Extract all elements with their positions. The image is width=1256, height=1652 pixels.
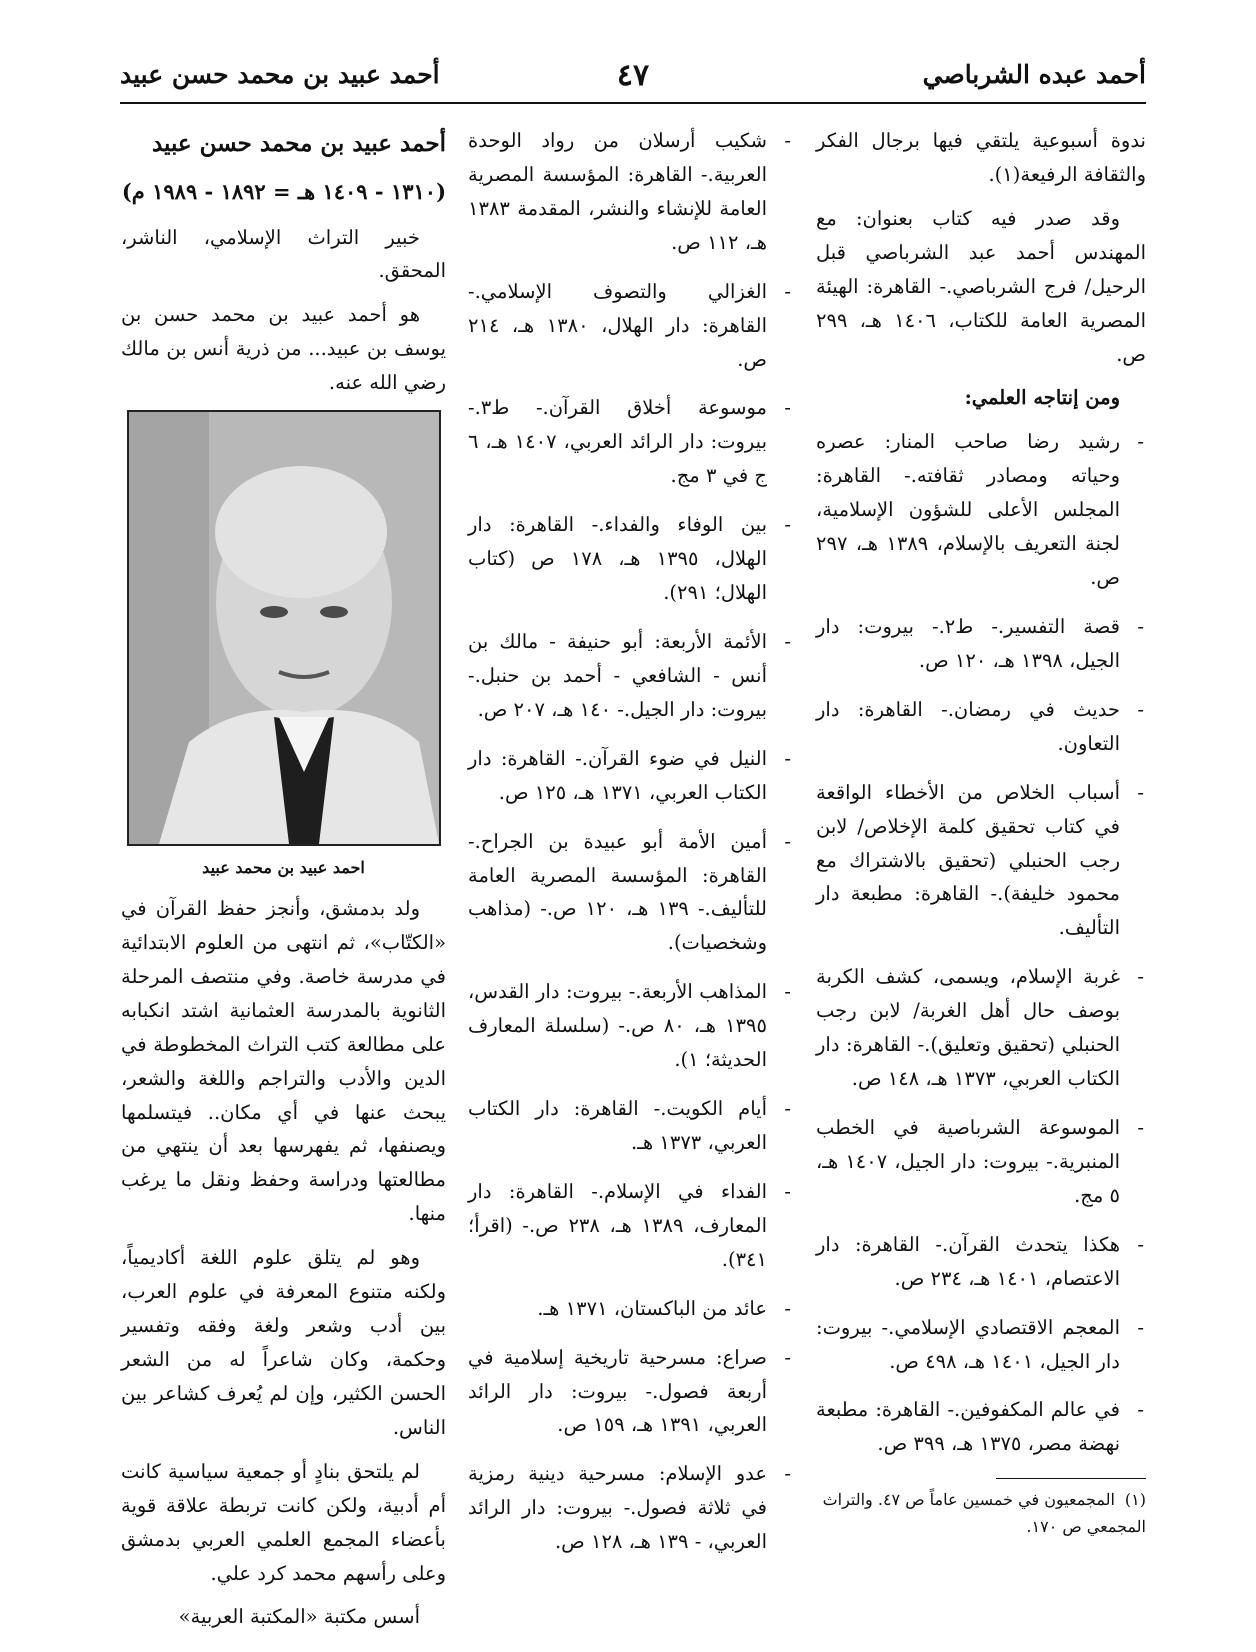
book-note-paragraph: وقد صدر فيه كتاب بعنوان: مع المهندس أحمد عبد الشرباصي قبل الرحيل/ فرج الشرباصي.- القاهرة: الهيئة المصرية العامة للكتاب، ١٤٠٦ هـ، ٢٩٩ ص. [816,206,1147,366]
list-item: - النيل في ضوء القرآن.- القاهرة: دار الكتاب العربي، ١٣٧١ هـ، ١٢٥ ص. [468,742,793,810]
column-left [121,124,446,1644]
list-item: - المعجم الاقتصادي الإسلامي.- بيروت: دار الجيل، ١٤٠١ هـ، ٤٩٨ ص. [816,1311,1146,1379]
footnote [816,1486,1146,1540]
list-item: - قصة التفسير.- ط٢.- بيروت: دار الجيل، ١٣٩٨ هـ، ١٢٠ ص. [816,610,1146,678]
biography-paragraph: أسس مكتبة «المكتبة العربية» [178,1605,420,1629]
biography-title: أحمد عبيد بن محمد حسن عبيد [151,130,446,157]
page-number: ٤٧ [616,58,650,93]
list-item: - الأئمة الأربعة: أبو حنيفة - مالك بن أنس - الشافعي - أحمد بن حنبل.- بيروت: دار الجيل.- ١٤٠ هـ، ٢٠٧ ص. [468,625,793,727]
list-item: - المذاهب الأربعة.- بيروت: دار القدس، ١٣٩٥ هـ، ٨٠ ص.- (سلسلة المعارف الحديثة؛ ١). [468,975,793,1077]
list-item: - أسباب الخلاص من الأخطاء الواقعة في كتاب تحقيق كلمة الإخلاص/ لابن رجب الحنبلي (تحقيق بالاشتراك مع محمود خليفة).- القاهرة: مطبعة دار التأليف. [816,776,1146,946]
works-list-middle [468,124,793,1559]
footnote-text: المجمعيون في خمسين عاماً ص ٤٧. والتراث المجمعي ص ١٧٠. [822,1490,1146,1537]
biography-dates: (١٣١٠ - ١٤٠٩ هـ = ١٨٩٢ - ١٩٨٩ م) [121,179,446,205]
list-item: - صراع: مسرحية تاريخية إسلامية في أربعة فصول.- بيروت: دار الرائد العربي، ١٣٩١ هـ، ١٥٩ ص. [468,1341,793,1443]
portrait-photo [127,410,441,846]
works-heading: ومن إنتاجه العلمي: [964,386,1120,410]
list-item: - أيام الكويت.- القاهرة: دار الكتاب العربي، ١٣٧٣ هـ. [468,1092,793,1160]
biography-paragraph: لم يلتحق بنادٍ أو جمعية سياسية كانت أم أدبية، ولكن كانت تربطة علاقة قوية بأعضاء المجمع العلمي العربي بدمشق وعلى رأسهم محمد كرد علي. [121,1459,446,1585]
footnote-number: (١) [1124,1490,1146,1509]
list-item: - عائد من الباكستان، ١٣٧١ هـ. [468,1292,793,1326]
photo-caption: احمد عبيد بن محمد عبيد [202,858,365,878]
biography-role: خبير التراث الإسلامي، الناشر، المحقق. [121,225,446,283]
list-item: - الموسوعة الشرباصية في الخطب المنبرية.- بيروت: دار الجيل، ١٤٠٧ هـ، ٥ مج. [816,1111,1146,1213]
biography-paragraph: وهو لم يتلق علوم اللغة أكاديمياً، ولكنه متنوع المعرفة في علوم العرب، بين أدب وشعر ولغة وفقه وتفسير وحكمة، وكان شاعراً له من الشعر الحسن الكثير، وإن لم يُعرف كشاعر بين الناس. [121,1246,446,1439]
running-head-right: أحمد عبده الشرباصي [922,60,1146,89]
list-item: - بين الوفاء والفداء.- القاهرة: دار الهلال، ١٣٩٥ هـ، ١٧٨ ص (كتاب الهلال؛ ٢٩١). [468,508,793,610]
list-item: - هكذا يتحدث القرآن.- القاهرة: دار الاعتصام، ١٤٠١ هـ، ٢٣٤ ص. [816,1228,1146,1296]
portrait-image [129,412,439,844]
list-item: - عدو الإسلام: مسرحية دينية رمزية في ثلاثة فصول.- بيروت: دار الرائد العربي، - ١٣٩ هـ، ١٢٨ ص. [468,1457,793,1559]
list-item: - في عالم المكفوفين.- القاهرة: مطبعة نهضة مصر، ١٣٧٥ هـ، ٣٩٩ ص. [816,1393,1146,1461]
biography-lineage: هو أحمد عبيد بن محمد حسن بن يوسف بن عبيد... من ذرية أنس بن مالك رضي الله عنه. [121,303,446,395]
list-item: - أمين الأمة أبو عبيدة بن الجراح.- القاهرة: المؤسسة المصرية العامة للتأليف.- ١٣٩ هـ، ١٢٠ ص.- (مذاهب وشخصيات). [468,825,793,961]
list-item: - حديث في رمضان.- القاهرة: دار التعاون. [816,693,1146,761]
column-middle [468,124,793,1574]
intro-paragraph: ندوة أسبوعية يلتقي فيها برجال الفكر والثقافة الرفيعة(١). [816,129,1146,186]
list-item: - غربة الإسلام، ويسمى، كشف الكربة بوصف حال أهل الغربة/ لابن رجب الحنبلي (تحقيق وتعليق).- القاهرة: دار الكتاب العربي، ١٣٧٣ هـ، ١٤٨ ص. [816,960,1146,1096]
page-header [120,58,1146,104]
footnote-divider [996,1478,1146,1479]
works-list-right [816,425,1146,1461]
list-item: - الغزالي والتصوف الإسلامي.- القاهرة: دار الهلال، ١٣٨٠ هـ، ٢١٤ ص. [468,275,793,377]
list-item: - شكيب أرسلان من رواد الوحدة العربية.- القاهرة: المؤسسة المصرية العامة للإنشاء والنشر، المقدمة ١٣٨٣ هـ، ١١٢ ص. [468,124,793,260]
list-item: - الفداء في الإسلام.- القاهرة: دار المعارف، ١٣٨٩ هـ، ٢٣٨ ص.- (اقرأ؛ ٣٤١). [468,1175,793,1277]
list-item: - موسوعة أخلاق القرآن.- ط٣.- بيروت: دار الرائد العربي، ١٤٠٧ هـ، ٦ ج في ٣ مج. [468,391,793,493]
biography-paragraph: ولد بدمشق، وأنجز حفظ القرآن في «الكتّاب»، ثم انتهى من العلوم الابتدائية في مدرسة خاصة. وفي منتصف المرحلة الثانوية بالمدرسة العثمانية اشتد انكبابه على مطالعة كتب التراث المخطوطة في الدين والأدب والتراجم واللغة والشعر، يبحث عنها في أي مكان.. فيتسلمها ويصنفها، ثم يفهرسها بعد أن ينتهي من مطالعتها ودراسة وحفظ ونقل ما يرغب منها. [121,896,446,1226]
list-item: - رشيد رضا صاحب المنار: عصره وحياته ومصادر ثقافته.- القاهرة: المجلس الأعلى للشؤون الإسلامية، لجنة التعريف بالإسلام، ١٣٨٩ هـ، ٢٩٧ ص. [816,425,1146,595]
running-head-left: أحمد عبيد بن محمد حسن عبيد [120,60,440,89]
column-right [816,124,1146,1476]
